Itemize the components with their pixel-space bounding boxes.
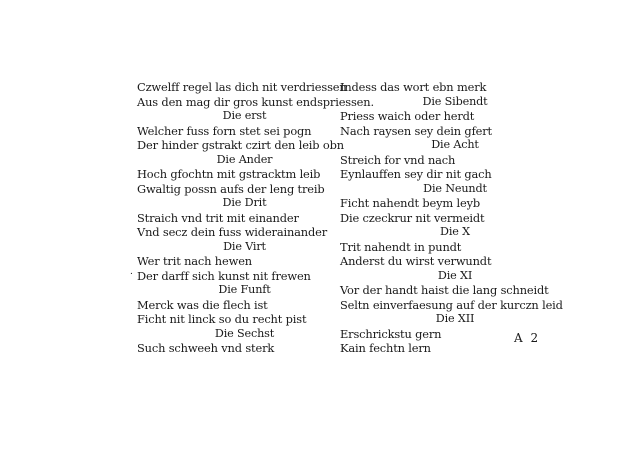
verse-line: Die czeckrur nit vermeidt (340, 210, 485, 225)
verse-line: Trit nahendt in pundt (340, 239, 462, 254)
verse-line: Welcher fuss forn stet sei pogn (137, 123, 312, 138)
verse-line: Streich for vnd nach (340, 152, 456, 167)
verse-line: Erschrickstu gern (340, 326, 442, 341)
verse-line: Straich vnd trit mit einander (137, 210, 299, 225)
verse-line: Indess das wort ebn merk (340, 80, 487, 94)
verse-line: Priess waich oder herdt (340, 109, 475, 123)
verse-line: Czwelff regel las dich nit verdriessen (137, 80, 347, 94)
signature-mark: A 2 (514, 331, 541, 345)
verse-line: Kain fechtn lern (340, 341, 431, 355)
rule-heading: Die Virt (223, 239, 266, 253)
verse-line: Wer trit nach hewen (137, 254, 252, 268)
margin-mark: . (130, 267, 133, 277)
rule-heading: Die erst (222, 109, 267, 122)
verse-line: Der hinder gstrakt czirt den leib obn (137, 138, 344, 152)
verse-line: Anderst du wirst verwundt (340, 254, 492, 268)
verse-line: Ficht nahendt beym leyb (340, 196, 481, 210)
right-verse-column (340, 80, 563, 356)
rule-heading: Die Ander (216, 152, 273, 166)
rule-heading: Die XII (435, 312, 475, 325)
rule-heading: Die Acht (431, 138, 479, 151)
verse-line: Such schweeh vnd sterk (137, 341, 275, 355)
rule-heading: Die XI (437, 268, 473, 282)
verse-line: Vor der handt haist die lang schneidt (340, 283, 549, 297)
verse-line: Seltn einverfaesung auf der kurczn leid (340, 297, 563, 312)
left-verse-column (137, 80, 374, 356)
rule-heading: Die Sechst (214, 326, 275, 340)
rule-heading: Die Neundt (423, 181, 487, 195)
verse-line: Nach raysen sey dein gfert (340, 123, 492, 138)
verse-line: Gwaltig possn aufs der leng treib (137, 181, 325, 196)
verse-line: Merck was die flech ist (137, 297, 268, 312)
verse-line: Der darff sich kunst nit frewen (137, 268, 311, 283)
rule-heading: Die X (440, 225, 470, 238)
verse-line: Aus den mag dir gros kunst endspriessen. (137, 94, 374, 109)
verse-line: Eynlauffen sey dir nit gach (340, 167, 492, 181)
rule-heading: Die Drit (222, 196, 267, 209)
verse-line: Ficht nit linck so du recht pist (137, 312, 307, 326)
rule-heading: Die Sibendt (422, 94, 488, 108)
verse-line: Hoch gfochtn mit gstracktm leib (137, 167, 321, 181)
verse-line: Vnd secz dein fuss widerainander (137, 225, 328, 239)
rule-heading: Die Funft (218, 283, 271, 296)
